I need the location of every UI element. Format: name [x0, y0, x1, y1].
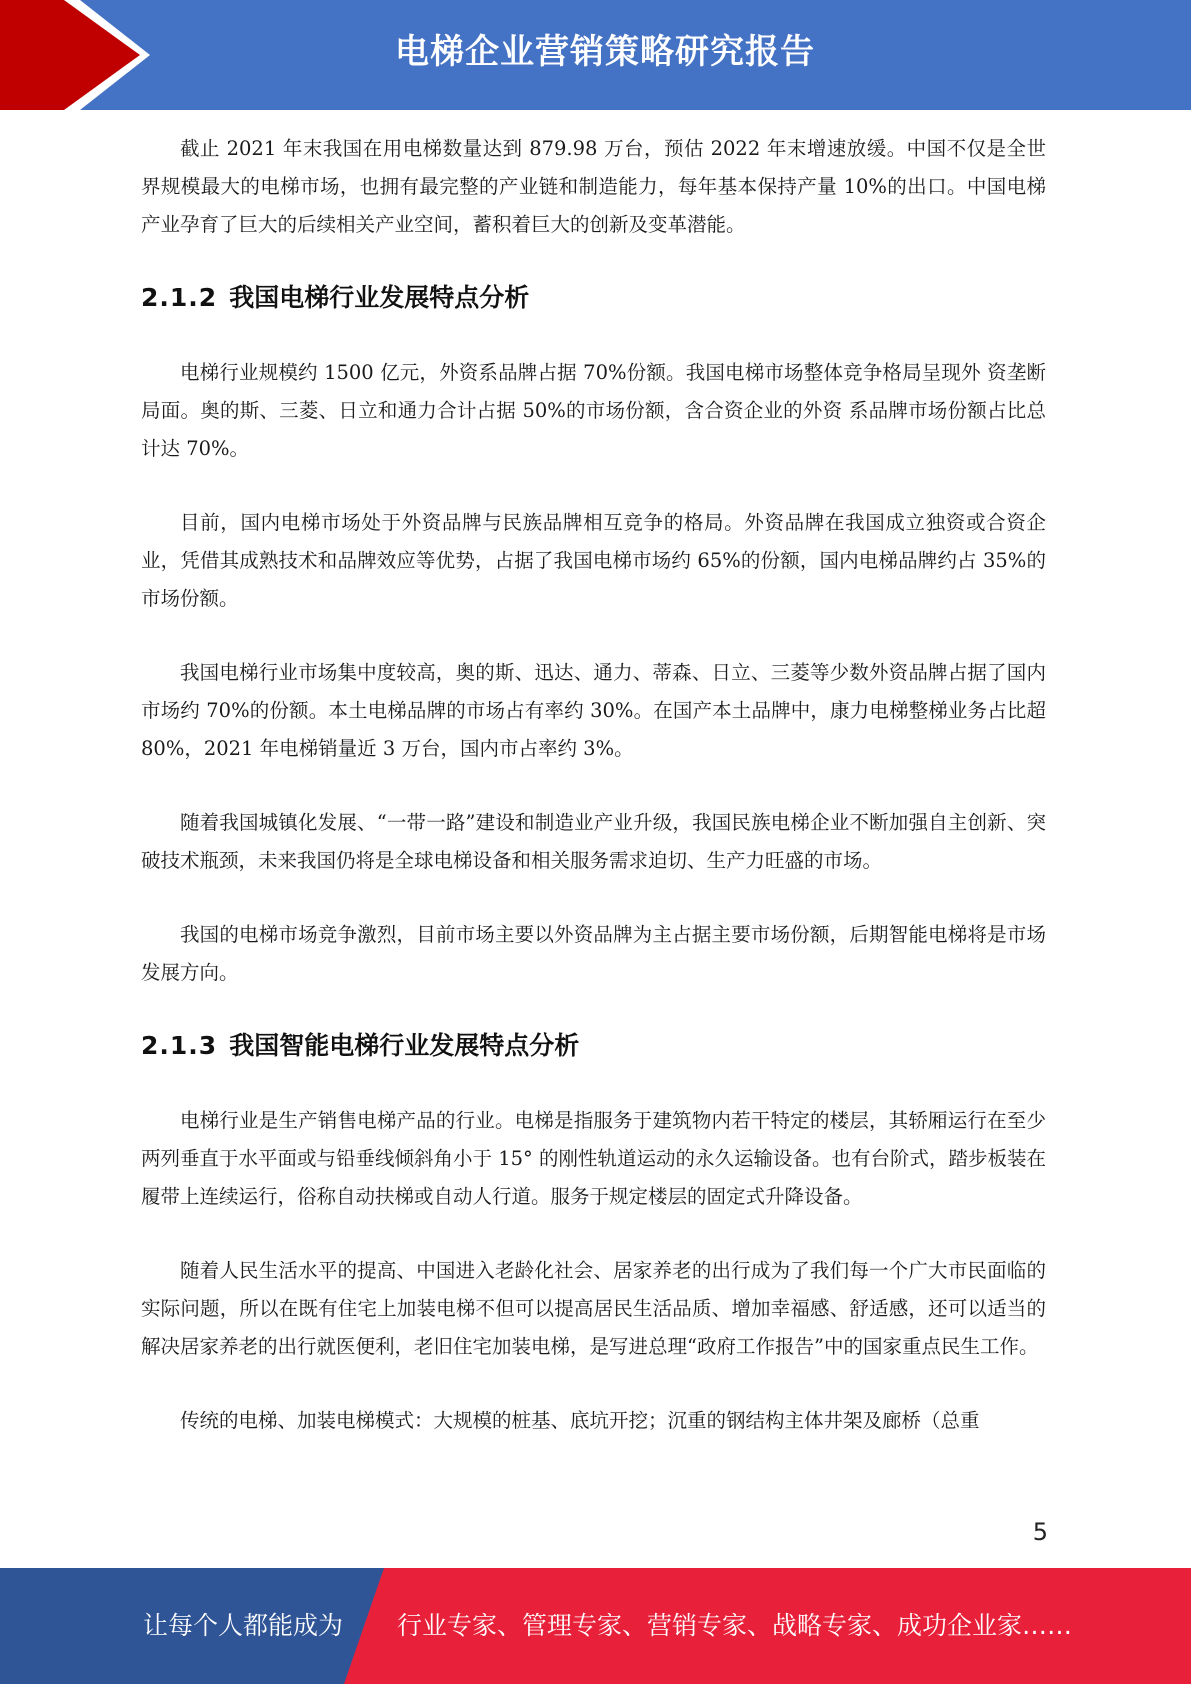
paragraph: 随着人民生活水平的提高、中国进入老龄化社会、居家养老的出行成为了我们每一个广大市民面临的实际问题，所以在既有住宅上加装电梯不但可以提高居民生活品质、增加幸福感、舒适感，还可以适当的解决居家养老的出行就医便利，老旧住宅加装电梯，是写进总理“政府工作报告”中的国家重点民生工作。 — [141, 1259, 1046, 1358]
section-number: 2.1.2 — [141, 283, 218, 312]
page-footer — [0, 1568, 1191, 1684]
section-title: 我国智能电梯行业发展特点分析 — [229, 1031, 580, 1060]
section-heading-2-1-3 — [141, 1028, 1046, 1064]
paragraph: 传统的电梯、加装电梯模式：大规模的桩基、底坑开挖；沉重的钢结构主体井架及廊桥（总重 — [180, 1409, 980, 1432]
footer-slogan-left: 让每个人都能成为 — [143, 1611, 344, 1640]
page-number: 5 — [1032, 1518, 1048, 1546]
page-header — [0, 0, 1191, 110]
paragraph: 我国电梯行业市场集中度较高，奥的斯、迅达、通力、蒂森、日立、三菱等少数外资品牌占据了国内市场约 70%的份额。本土电梯品牌的市场占有率约 30%。在国产本土品牌中，康力电梯整梯业务占比超 80%，2021 年电梯销量近 3 万台，国内市占率约 3%。 — [141, 661, 1046, 760]
intro-paragraph: 截止 2021 年末我国在用电梯数量达到 879.98 万台，预估 2022 年末增速放缓。中国不仅是全世界规模最大的电梯市场，也拥有最完整的产业链和制造能力，每年基本保持产量 10%的出口。中国电梯产业孕育了巨大的后续相关产业空间，蓄积着巨大的创新及变革潜能。 — [141, 137, 1046, 236]
paragraph: 电梯行业规模约 1500 亿元，外资系品牌占据 70%份额。我国电梯市场整体竞争格局呈现外 资垄断局面。奥的斯、三菱、日立和通力合计占据 50%的市场份额，含合资企业的外资 系品牌市场份额占比总计达 70%。 — [141, 361, 1046, 460]
section-title: 我国电梯行业发展特点分析 — [229, 283, 530, 312]
report-title: 电梯企业营销策略研究报告 — [395, 32, 815, 72]
paragraph: 电梯行业是生产销售电梯产品的行业。电梯是指服务于建筑物内若干特定的楼层，其轿厢运行在至少两列垂直于水平面或与铅垂线倾斜角小于 15° 的刚性轨道运动的永久运输设备。也有台阶式，踏步板装在履带上连续运行，俗称自动扶梯或自动人行道。服务于规定楼层的固定式升降设备。 — [141, 1109, 1046, 1208]
paragraph: 我国的电梯市场竞争激烈，目前市场主要以外资品牌为主占据主要市场份额，后期智能电梯将是市场发展方向。 — [141, 923, 1046, 984]
paragraph: 随着我国城镇化发展、“一带一路”建设和制造业产业升级，我国民族电梯企业不断加强自主创新、突破技术瓶颈，未来我国仍将是全球电梯设备和相关服务需求迫切、生产力旺盛的市场。 — [141, 811, 1046, 872]
section-heading-2-1-2 — [141, 280, 1046, 316]
paragraph: 目前，国内电梯市场处于外资品牌与民族品牌相互竞争的格局。外资品牌在我国成立独资或合资企业，凭借其成熟技术和品牌效应等优势，占据了我国电梯市场约 65%的份额，国内电梯品牌约占 35%的市场份额。 — [141, 511, 1046, 610]
footer-slogan-right: 行业专家、管理专家、营销专家、战略专家、成功企业家…… — [397, 1611, 1073, 1640]
document-body — [141, 130, 1046, 1476]
section-number: 2.1.3 — [141, 1031, 218, 1060]
